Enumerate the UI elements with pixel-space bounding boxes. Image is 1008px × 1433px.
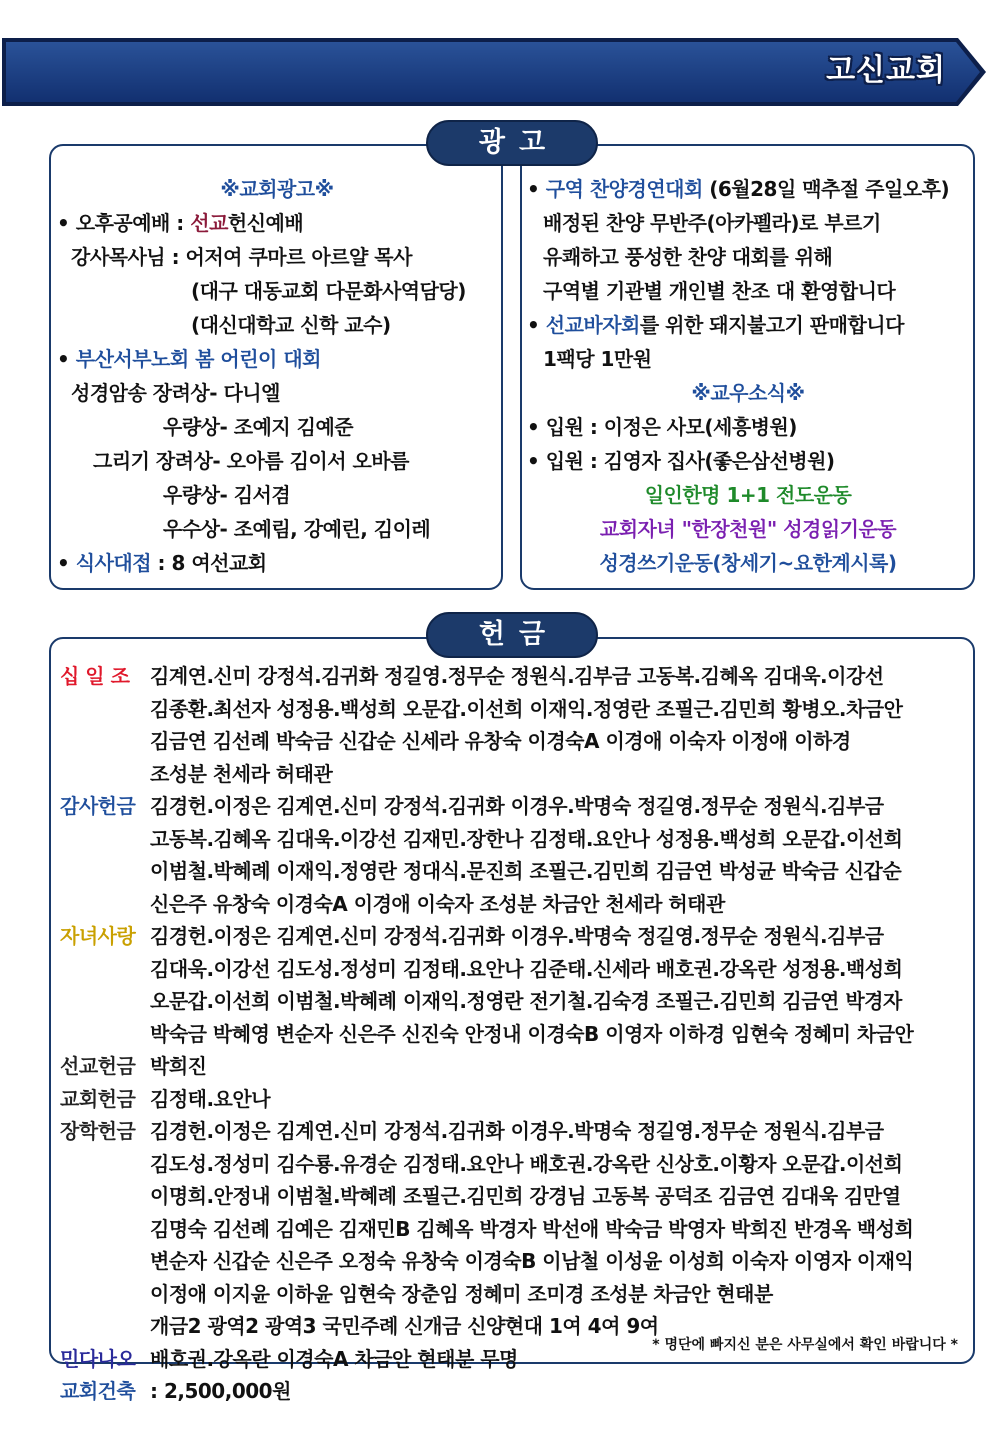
offering-name-line: 김금연 김선례 박숙금 신갑순 신세라 유창숙 이경숙A 이경애 이숙자 이정애 이하경: [150, 729, 851, 753]
afternoon-label: • 오후공예배 :: [57, 211, 191, 235]
ads-right-content: [527, 172, 969, 580]
offering-label: 교회헌금: [60, 1086, 136, 1111]
offering-name-line: 김대욱.이강선 김도성.정성미 김정태.요안나 김준태.신세라 배호권.강옥란 성정용.백성희: [150, 956, 903, 981]
offering-label: 십 일 조: [60, 664, 130, 688]
offering-name-line: 김정태.요안나: [150, 1086, 271, 1111]
offering-row: [60, 1375, 970, 1408]
offering-row: [60, 920, 970, 1050]
church-ads-heading: ※교회광고※: [220, 177, 334, 201]
hospital-2: • 입원 : 김영자 집사(좋은삼선병원): [527, 449, 835, 473]
hospital-1: • 입원 : 이정은 사모(세흥병원): [527, 415, 797, 439]
bible-excellent: 우량상- 조예지 김예준: [163, 415, 354, 439]
bazaar-price: 1팩당 1만원: [543, 347, 652, 371]
bible-recite: 성경암송 장려상- 다니엘: [71, 381, 280, 405]
offering-list: [60, 660, 970, 1408]
offering-name-line: 김도성.정성미 김수룡.유경순 김정태.요안나 배호권.강옥란 신상호.이황자 오문갑.이선희: [150, 1151, 903, 1176]
news-heading: ※교우소식※: [691, 381, 805, 405]
offering-title: 헌금: [426, 612, 598, 658]
speaker-sub1: (대구 대동교회 다문화사역담당): [191, 279, 466, 303]
choir-line3: 유쾌하고 풍성한 찬양 대회를 위해: [543, 245, 833, 269]
mission-word: 선교: [190, 211, 228, 235]
afternoon-rest: 헌신예배: [227, 211, 304, 235]
offering-name-line: : 2,500,000원: [150, 1379, 291, 1403]
offering-name-line: 이명희.안정내 이범철.박혜례 조필근.김민희 강경님 고동복 공덕조 김금연 김대욱 김만열: [150, 1184, 901, 1208]
header-banner: [0, 0, 1008, 110]
offering-name-line: 신은주 유창숙 이경숙A 이경애 이숙자 조성분 차금안 천세라 허태관: [150, 891, 725, 916]
bazaar-rest: 를 위한 돼지불고기 판매합니다: [639, 313, 904, 337]
ads-title: 광고: [426, 120, 598, 166]
offering-name-line: 김경헌.이정은 김계연.신미 강정석.김귀화 이경우.박명숙 정길영.정무순 정원식.김부금: [150, 924, 884, 948]
offering-label: 장학헌금: [60, 1119, 136, 1143]
choir-label: 구역 찬양경연대회: [545, 177, 703, 201]
drawing: 그리기 장려상- 오아름 김이서 오바름: [93, 449, 409, 473]
campaign-2: 교회자녀 "한장천원" 성경읽기운동: [599, 517, 897, 541]
meal: • 식사대접 : 8 여선교회: [57, 551, 267, 575]
offering-row: [60, 790, 970, 920]
offering-name-line: 박희진: [150, 1054, 207, 1078]
offering-name-line: 김경헌.이정은 김계연.신미 강정석.김귀화 이경우.박명숙 정길영.정무순 정원식.김부금: [150, 1119, 884, 1143]
offering-name-line: 김경헌.이정은 김계연.신미 강정석.김귀화 이경우.박명숙 정길영.정무순 정원식.김부금: [150, 794, 884, 818]
offering-name-line: 이정애 이지윤 이하윤 임현숙 장춘임 정혜미 조미경 조성분 차금안 현태분: [150, 1281, 773, 1306]
offering-name-line: 김종환.최선자 성정용.백성희 오문갑.이선희 이재익.정영란 조필근.김민희 황병오.차금안: [150, 696, 903, 721]
offering-names: [150, 920, 970, 1050]
choir-line4: 구역별 기관별 개인별 찬조 대 환영합니다: [543, 279, 896, 303]
offering-names: [150, 1115, 970, 1343]
offering-name-line: 김계연.신미 강정석.김귀화 정길영.정무순 정원식.김부금 고동복.김혜옥 김대욱.이강선: [150, 664, 884, 688]
children-event: • 부산서부노회 봄 어린이 대회: [57, 347, 321, 371]
offering-row: [60, 1050, 970, 1083]
afternoon-service: [57, 206, 497, 240]
offering-names: [150, 1083, 970, 1116]
offering-label: 교회건축: [60, 1379, 136, 1403]
meal-rest: : 8 여선교회: [151, 551, 267, 575]
offering-name-line: 이범철.박혜례 이재익.정영란 정대식.문진희 조필근.김민희 김금연 박성균 박숙금 신갑순: [150, 859, 902, 883]
offering-name-line: 개금2 광역2 광역3 국민주례 신개금 신양현대 1여 4여 9여: [150, 1314, 659, 1338]
choir-line2: 배정된 찬양 무반주(아카펠라)로 부르기: [543, 211, 881, 235]
drawing-excellent: 우량상- 김서겸: [163, 483, 291, 507]
children-event-title: 부산서부노회 봄 어린이 대회: [75, 347, 321, 371]
church-name: 고신교회: [826, 53, 946, 88]
offering-row: [60, 660, 970, 790]
offering-names: [150, 790, 970, 920]
offering-name-line: 오문갑.이선희 이범철.박혜례 이재익.정영란 전기철.김숙경 조필근.김민희 김금연 박경자: [150, 989, 902, 1013]
campaign-1: 일인한명 1+1 전도운동: [644, 483, 852, 507]
offering-label: 자녀사랑: [60, 924, 136, 948]
offering-label: 민다나오: [60, 1346, 136, 1371]
offering-name-line: 고동복.김혜옥 김대욱.이강선 김재민.장한나 김정태.요안나 성정용.백성희 오문갑.이선희: [150, 826, 903, 851]
campaign-3: 성경쓰기운동(창세기~요한계시록): [599, 551, 897, 575]
offering-label: 감사헌금: [60, 794, 136, 818]
offering-name-line: 배호권.강옥란 이경숙A 차금안 현태분 무명: [150, 1346, 518, 1371]
drawing-best: 우수상- 조예림, 강예린, 김이레: [163, 517, 431, 541]
speaker-sub2: (대신대학교 신학 교수): [191, 313, 391, 337]
speaker: 강사목사님 : 어저여 쿠마르 아르얄 목사: [71, 245, 412, 269]
footnote: * 명단에 빠지신 분은 사무실에서 확인 바랍니다 *: [652, 1337, 958, 1353]
offering-row: [60, 1083, 970, 1116]
offering-name-line: 변순자 신갑순 신은주 오정숙 유창숙 이경숙B 이남철 이성윤 이성희 이숙자 이영자 이재익: [150, 1249, 914, 1273]
bazaar-label: 선교바자회: [545, 313, 640, 337]
ads-left-content: [57, 172, 497, 580]
offering-names: [150, 1375, 970, 1408]
offering-row: [60, 1115, 970, 1343]
offering-name-line: 박숙금 박혜영 변순자 신은주 신진숙 안정내 이경숙B 이영자 이하경 임현숙 정혜미 차금안: [150, 1021, 914, 1046]
offering-names: [150, 660, 970, 790]
offering-name-line: 김명숙 김선례 김예은 김재민B 김혜옥 박경자 박선애 박숙금 박영자 박희진 반경옥 백성희: [150, 1216, 914, 1241]
choir-contest: • 구역 찬양경연대회 (6월28일 맥추절 주일오후): [527, 177, 950, 201]
meal-label: 식사대접: [75, 551, 152, 575]
offering-label: 선교헌금: [60, 1054, 136, 1078]
bazaar: • 선교바자회를 위한 돼지불고기 판매합니다: [527, 313, 904, 337]
choir-date: (6월28일 맥추절 주일오후): [702, 177, 950, 201]
offering-name-line: 조성분 천세라 허태관: [150, 761, 333, 786]
offering-names: [150, 1050, 970, 1083]
